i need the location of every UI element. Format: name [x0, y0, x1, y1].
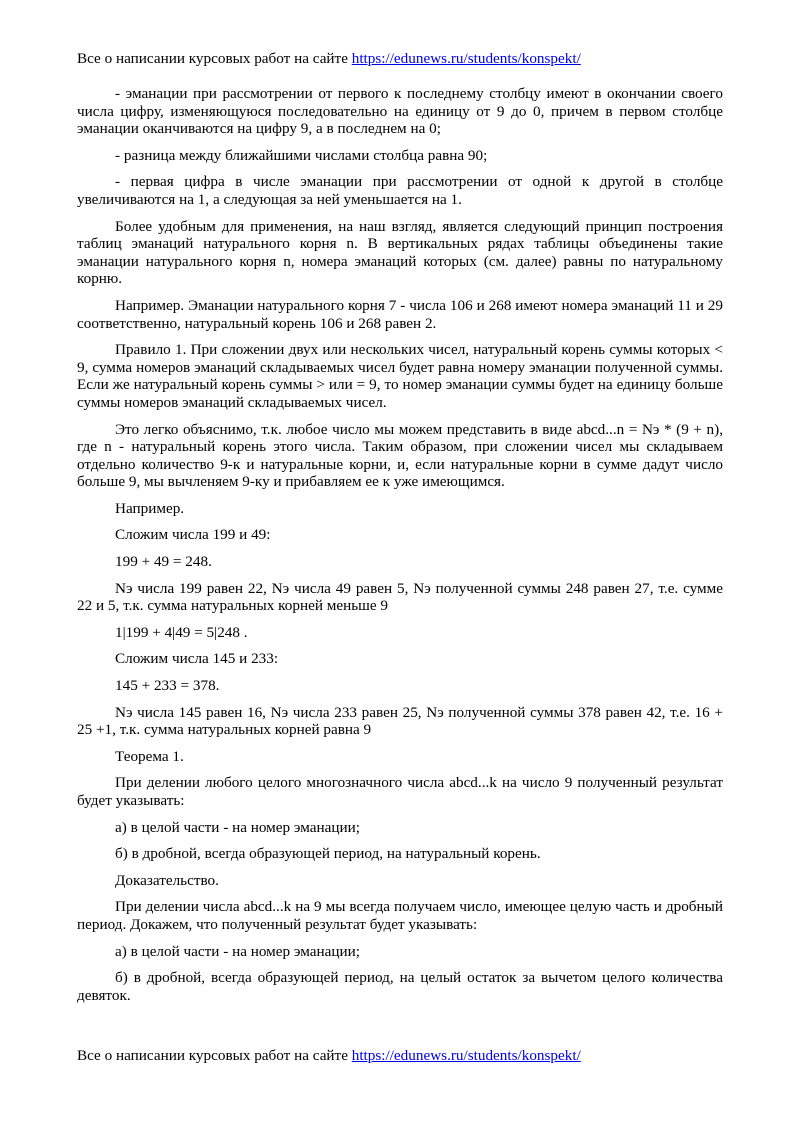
document-body — [77, 85, 723, 1013]
paragraph: б) в дробной, всегда образующей период, на натуральный корень. — [115, 845, 541, 863]
paragraph: б) в дробной, всегда образующей период, на целый остаток за вычетом целого количества девяток. — [77, 969, 723, 1004]
paragraph: а) в целой части - на номер эманации; — [115, 942, 361, 960]
paragraph: Доказательство. — [115, 871, 219, 889]
paragraph: - эманации при рассмотрении от первого к последнему столбцу имеют в окончании своего числа цифру, изменяющуюся последовательно на единицу от 9 до 0, причем в первом столбце эманации оканчиваются на цифру 9, а в последнем на 0; — [77, 85, 723, 138]
paragraph: - первая цифра в числе эманации при рассмотрении от одной к другой в столбце увеличиваются на 1, а следующая за ней уменьшается на 1. — [77, 173, 723, 208]
paragraph: 145 + 233 = 378. — [115, 677, 220, 695]
paragraph: Теорема 1. — [115, 747, 184, 765]
paragraph: Например. — [115, 499, 185, 517]
paragraph: Правило 1. При сложении двух или нескольких чисел, натуральный корень суммы которых < 9, сумма номеров эманаций складываемых чисел будет равна номеру эманации полученной суммы. Если же натуральный корень суммы > или = 9, то номер эманации суммы будет на единицу больше суммы номеров эманаций складываемых чисел. — [77, 341, 723, 411]
page-header — [77, 49, 740, 69]
page-footer — [77, 1046, 740, 1066]
paragraph: При делении любого целого многозначного числа abcd...k на число 9 полученный результат будет указывать: — [77, 774, 723, 809]
footer-text: Все о написании курсовых работ на сайте — [77, 1047, 352, 1064]
paragraph: Это легко объяснимо, т.к. любое число мы можем представить в виде abcd...n = Nэ * (9 + n), где n - натуральный корень этого числа. Таким образом, при сложении чисел мы складываем отдельно количество 9-к и натуральные корни, и, если натуральные корни в сумме дадут число больше 9, мы вычленяем 9-ку и прибавляем ее к уже имеющимся. — [77, 420, 723, 491]
paragraph: 199 + 49 = 248. — [115, 553, 212, 571]
paragraph: - разница между ближайшими числами столбца равна 90; — [115, 146, 488, 164]
paragraph: Сложим числа 145 и 233: — [115, 650, 279, 668]
paragraph: а) в целой части - на номер эманации; — [115, 818, 361, 836]
paragraph: Например. Эманации натурального корня 7 - числа 106 и 268 имеют номера эманаций 11 и 29 соответственно, натуральный корень 106 и 268 равен 2. — [77, 296, 723, 332]
paragraph: 1|199 + 4|49 = 5|248 . — [115, 623, 248, 641]
footer-link[interactable]: https://edunews.ru/students/konspekt/ — [351, 1047, 581, 1064]
header-text: Все о написании курсовых работ на сайте — [77, 50, 352, 67]
paragraph: При делении числа abcd...k на 9 мы всегда получаем число, имеющее целую часть и дробный период. Докажем, что полученный результат будет указывать: — [77, 898, 723, 933]
header-link[interactable]: https://edunews.ru/students/konspekt/ — [351, 50, 581, 67]
paragraph: Nэ числа 145 равен 16, Nэ числа 233 равен 25, Nэ полученной суммы 378 равен 42, т.е. 16 + 25 +1, т.к. сумма натуральных корней равна 9 — [77, 703, 723, 739]
paragraph: Сложим числа 199 и 49: — [115, 526, 271, 544]
paragraph: Nэ числа 199 равен 22, Nэ числа 49 равен 5, Nэ полученной суммы 248 равен 27, т.е. сумме 22 и 5, т.к. сумма натуральных корней меньше 9 — [77, 579, 723, 615]
paragraph: Более удобным для применения, на наш взгляд, является следующий принцип построения таблиц эманаций натурального корня n. В вертикальных рядах таблицы объединены такие эманации натурального корня n, номера эманаций которых (см. далее) равны по натуральному корню. — [77, 217, 723, 288]
